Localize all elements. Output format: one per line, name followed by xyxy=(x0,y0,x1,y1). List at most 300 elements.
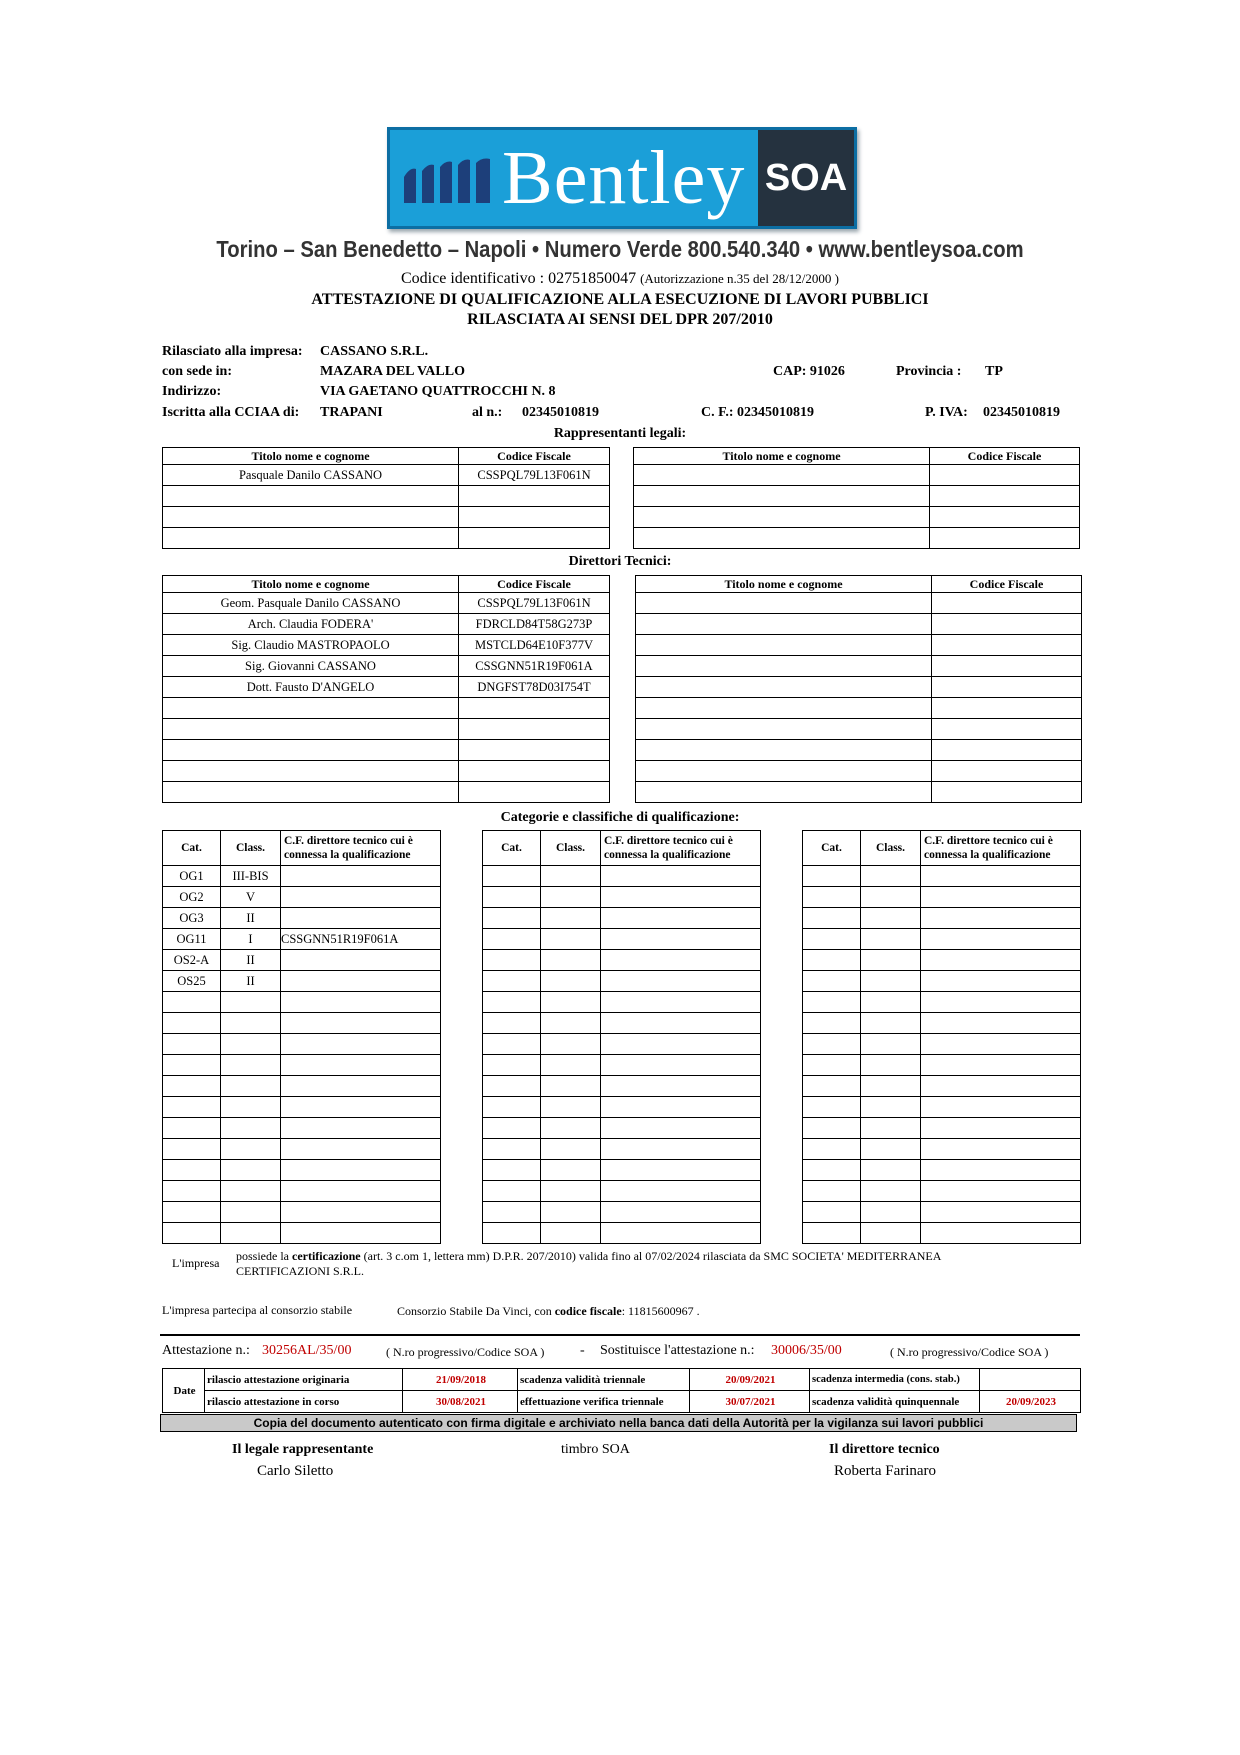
scadenza-triennale-label: scadenza validità triennale xyxy=(518,1369,690,1391)
attestazione-dash: - xyxy=(580,1343,585,1358)
table-cell xyxy=(601,887,761,908)
table-row xyxy=(483,1034,761,1055)
table-cell xyxy=(861,992,921,1013)
codice-fiscale: C. F.: 02345010819 xyxy=(701,405,815,420)
table-cell xyxy=(921,992,1081,1013)
table-cell xyxy=(483,1139,541,1160)
table-cell: CSSGNN51R19F061A xyxy=(459,656,610,677)
table-cell xyxy=(163,1118,221,1139)
table-cell xyxy=(803,1097,861,1118)
table-row xyxy=(163,1369,1081,1391)
table-cell xyxy=(281,1055,441,1076)
table-cell xyxy=(541,1181,601,1202)
table-row xyxy=(163,1181,441,1202)
table-cell xyxy=(601,908,761,929)
direttore-label: Il direttore tecnico xyxy=(829,1442,940,1457)
table-cell xyxy=(861,1076,921,1097)
table-cell xyxy=(861,1034,921,1055)
direttori-table-left xyxy=(162,575,610,803)
table-cell xyxy=(861,866,921,887)
codice-label: Codice identificativo : xyxy=(401,270,545,287)
table-cell xyxy=(483,1223,541,1244)
table-cell xyxy=(221,1076,281,1097)
col-header-cf: Codice Fiscale xyxy=(459,576,610,593)
table-cell: Dott. Fausto D'ANGELO xyxy=(163,677,459,698)
rappresentanti-table-right xyxy=(633,447,1080,549)
table-cell xyxy=(921,1139,1081,1160)
col-header-cf: C.F. direttore tecnico cui è connessa la qualificazione xyxy=(281,831,441,866)
table-cell: V xyxy=(221,887,281,908)
table-row xyxy=(163,656,610,677)
table-row xyxy=(163,782,610,803)
table-cell xyxy=(221,1055,281,1076)
table-cell xyxy=(163,782,459,803)
table-cell xyxy=(221,1097,281,1118)
table-row xyxy=(163,1223,441,1244)
table-cell xyxy=(163,1034,221,1055)
table-row xyxy=(163,593,610,614)
table-row xyxy=(163,1055,441,1076)
table-cell xyxy=(861,1055,921,1076)
table-cell xyxy=(601,950,761,971)
table-cell xyxy=(601,1055,761,1076)
table-row xyxy=(803,1118,1081,1139)
categorie-table-1 xyxy=(162,830,441,1244)
scadenza-intermedia-label: scadenza intermedia (cons. stab.) xyxy=(810,1369,980,1391)
direttore-name: Roberta Farinaro xyxy=(834,1463,937,1479)
col-header-cat: Cat. xyxy=(803,831,861,866)
table-row xyxy=(483,1118,761,1139)
table-row xyxy=(483,1181,761,1202)
table-cell xyxy=(163,1202,221,1223)
table-row xyxy=(163,528,610,549)
document-subtitle: RILASCIATA AI SENSI DEL DPR 207/2010 xyxy=(467,311,773,328)
document-title: ATTESTAZIONE DI QUALIFICAZIONE ALLA ESECUZIONE DI LAVORI PUBBLICI xyxy=(311,291,929,308)
divider xyxy=(160,1334,1080,1336)
table-row xyxy=(803,908,1081,929)
table-cell xyxy=(221,1118,281,1139)
table-row xyxy=(163,507,610,528)
table-row xyxy=(163,1202,441,1223)
table-header-row xyxy=(803,831,1081,866)
sostituisce-label: Sostituisce l'attestazione n.: xyxy=(600,1343,755,1358)
table-cell xyxy=(932,698,1082,719)
cciaa-value: TRAPANI xyxy=(320,405,383,420)
table-row xyxy=(803,1181,1081,1202)
provincia-value: TP xyxy=(985,364,1003,379)
table-cell xyxy=(636,782,932,803)
table-row xyxy=(163,1097,441,1118)
table-cell xyxy=(541,1118,601,1139)
consorzio-label: L'impresa partecipa al consorzio stabile xyxy=(162,1303,353,1317)
table-cell xyxy=(932,782,1082,803)
table-row xyxy=(483,971,761,992)
certificazione-bold: certificazione xyxy=(292,1249,361,1263)
table-cell xyxy=(636,719,932,740)
table-cell xyxy=(541,908,601,929)
table-cell xyxy=(803,1034,861,1055)
al-n-value: 02345010819 xyxy=(522,405,599,420)
table-cell xyxy=(932,740,1082,761)
table-row xyxy=(483,992,761,1013)
table-cell xyxy=(634,486,930,507)
table-cell xyxy=(861,929,921,950)
table-cell: CSSPQL79L13F061N xyxy=(459,593,610,614)
table-cell xyxy=(932,635,1082,656)
table-cell: Arch. Claudia FODERA' xyxy=(163,614,459,635)
table-cell xyxy=(281,1160,441,1181)
table-cell xyxy=(921,1202,1081,1223)
table-row xyxy=(483,887,761,908)
table-cell xyxy=(483,908,541,929)
table-cell xyxy=(636,614,932,635)
table-cell: DNGFST78D03I754T xyxy=(459,677,610,698)
table-row xyxy=(163,698,610,719)
table-cell: II xyxy=(221,971,281,992)
consorzio-cf-label: codice fiscale xyxy=(554,1304,622,1318)
table-cell xyxy=(163,761,459,782)
codice-value: 02751850047 xyxy=(548,270,637,287)
codice-identificativo-line xyxy=(0,270,1240,288)
table-row xyxy=(636,698,1082,719)
table-cell xyxy=(861,887,921,908)
table-cell xyxy=(921,866,1081,887)
rappresentanti-title: Rappresentanti legali: xyxy=(553,426,687,441)
table-row xyxy=(634,528,1080,549)
table-cell xyxy=(541,1202,601,1223)
table-cell xyxy=(861,950,921,971)
sede-label: con sede in: xyxy=(162,364,232,379)
table-cell xyxy=(459,507,610,528)
table-cell xyxy=(483,887,541,908)
table-row xyxy=(483,908,761,929)
table-cell xyxy=(281,1202,441,1223)
table-cell xyxy=(803,971,861,992)
table-cell xyxy=(281,908,441,929)
verifica-triennale-value: 30/07/2021 xyxy=(690,1391,810,1413)
table-cell xyxy=(541,1097,601,1118)
table-row xyxy=(163,908,441,929)
table-row xyxy=(483,1223,761,1244)
table-cell xyxy=(601,1076,761,1097)
scadenza-triennale-value: 20/09/2021 xyxy=(690,1369,810,1391)
table-row xyxy=(803,1202,1081,1223)
rilasciato-value: CASSANO S.R.L. xyxy=(320,344,429,359)
table-cell xyxy=(483,866,541,887)
table-cell xyxy=(803,908,861,929)
table-row xyxy=(803,1160,1081,1181)
table-row xyxy=(483,1097,761,1118)
table-row xyxy=(163,950,441,971)
table-cell xyxy=(163,1160,221,1181)
table-cell xyxy=(221,1160,281,1181)
table-cell xyxy=(921,1223,1081,1244)
col-header-cf: C.F. direttore tecnico cui è connessa la qualificazione xyxy=(921,831,1081,866)
table-row xyxy=(163,719,610,740)
table-cell xyxy=(281,1181,441,1202)
table-cell xyxy=(281,992,441,1013)
certificazione-pre: possiede la xyxy=(236,1249,292,1263)
table-cell xyxy=(541,1055,601,1076)
table-cell xyxy=(221,1034,281,1055)
table-cell xyxy=(601,866,761,887)
certificazione-post: (art. 3 c.om 1, lettera mm) D.P.R. 207/2010) valida fino al 07/02/2024 rilasciata da SMC SOCIETA' MEDITERRANEA xyxy=(360,1249,942,1263)
bentley-soa-logo xyxy=(387,127,857,229)
table-cell xyxy=(483,1118,541,1139)
table-row xyxy=(483,929,761,950)
table-cell xyxy=(541,929,601,950)
table-cell: CSSGNN51R19F061A xyxy=(281,929,441,950)
indirizzo-value: VIA GAETANO QUATTROCCHI N. 8 xyxy=(320,384,556,399)
table-cell xyxy=(803,1223,861,1244)
table-cell xyxy=(221,1181,281,1202)
consorzio-line xyxy=(397,1304,700,1319)
table-row xyxy=(483,1202,761,1223)
logo-soa-badge: SOA xyxy=(758,130,854,226)
table-row xyxy=(636,614,1082,635)
table-cell xyxy=(930,465,1080,486)
piva-value: 02345010819 xyxy=(983,405,1060,420)
table-row xyxy=(163,866,441,887)
table-cell xyxy=(636,740,932,761)
table-cell xyxy=(163,719,459,740)
table-cell xyxy=(541,866,601,887)
table-cell: Geom. Pasquale Danilo CASSANO xyxy=(163,593,459,614)
table-row xyxy=(636,635,1082,656)
col-header-class: Class. xyxy=(221,831,281,866)
cap: CAP: 91026 xyxy=(773,364,845,379)
table-row xyxy=(803,887,1081,908)
table-cell xyxy=(163,740,459,761)
table-cell xyxy=(281,1118,441,1139)
table-cell xyxy=(634,528,930,549)
table-cell xyxy=(803,1181,861,1202)
table-cell: MSTCLD64E10F377V xyxy=(459,635,610,656)
table-cell xyxy=(803,887,861,908)
col-header-name: Titolo nome e cognome xyxy=(634,448,930,465)
table-cell xyxy=(163,1013,221,1034)
sede-value: MAZARA DEL VALLO xyxy=(320,364,465,379)
table-cell: OG11 xyxy=(163,929,221,950)
scadenza-quinquennale-label: scadenza validità quinquennale xyxy=(810,1391,980,1413)
table-cell: II xyxy=(221,950,281,971)
table-cell xyxy=(921,1034,1081,1055)
table-cell xyxy=(803,1055,861,1076)
table-cell: Pasquale Danilo CASSANO xyxy=(163,465,459,486)
table-cell xyxy=(281,887,441,908)
certificazione-text xyxy=(236,1249,1081,1279)
table-cell xyxy=(803,1202,861,1223)
table-row xyxy=(636,761,1082,782)
table-cell xyxy=(281,866,441,887)
table-cell xyxy=(861,1223,921,1244)
table-cell xyxy=(861,1118,921,1139)
table-cell xyxy=(163,528,459,549)
table-row xyxy=(803,950,1081,971)
autorizzazione: (Autorizzazione n.35 del 28/12/2000 ) xyxy=(640,271,839,286)
table-cell xyxy=(541,1034,601,1055)
logo-mark-icon xyxy=(402,157,494,203)
table-row xyxy=(163,635,610,656)
table-cell xyxy=(483,1097,541,1118)
col-header-cf: Codice Fiscale xyxy=(930,448,1080,465)
table-cell xyxy=(601,992,761,1013)
direttori-table-right xyxy=(635,575,1082,803)
table-row xyxy=(483,1076,761,1097)
table-row xyxy=(163,1013,441,1034)
table-row xyxy=(163,465,610,486)
table-cell xyxy=(921,1181,1081,1202)
date-table xyxy=(162,1368,1081,1413)
table-cell xyxy=(221,1139,281,1160)
sostituisce-value: 30006/35/00 xyxy=(771,1343,842,1358)
table-cell xyxy=(601,1202,761,1223)
table-header-row xyxy=(483,831,761,866)
table-row xyxy=(803,1223,1081,1244)
table-cell xyxy=(459,782,610,803)
table-cell xyxy=(930,528,1080,549)
col-header-name: Titolo nome e cognome xyxy=(163,576,459,593)
table-cell xyxy=(163,486,459,507)
table-cell xyxy=(921,950,1081,971)
table-cell xyxy=(601,1034,761,1055)
table-row xyxy=(483,1160,761,1181)
table-cell xyxy=(459,761,610,782)
table-cell xyxy=(459,528,610,549)
table-cell xyxy=(601,1139,761,1160)
direttori-title: Direttori Tecnici: xyxy=(568,554,672,569)
table-row xyxy=(163,887,441,908)
table-cell xyxy=(930,486,1080,507)
table-cell xyxy=(221,1223,281,1244)
contacts-line: Torino – San Benedetto – Napoli • Numero Verde 800.540.340 • www.bentleysoa.com xyxy=(216,236,1024,262)
table-cell xyxy=(861,1139,921,1160)
legale-label: Il legale rappresentante xyxy=(232,1442,374,1457)
table-header-row xyxy=(163,831,441,866)
certificazione-label: L'impresa xyxy=(172,1256,220,1270)
table-cell xyxy=(921,929,1081,950)
consorzio-cf-value: : 11815600967 . xyxy=(621,1304,700,1318)
table-row xyxy=(636,677,1082,698)
table-cell xyxy=(541,1013,601,1034)
col-header-cat: Cat. xyxy=(163,831,221,866)
sostituisce-note: ( N.ro progressivo/Codice SOA ) xyxy=(890,1345,1049,1359)
table-row xyxy=(803,1034,1081,1055)
table-cell xyxy=(281,1097,441,1118)
table-row xyxy=(163,929,441,950)
table-cell: FDRCLD84T58G273P xyxy=(459,614,610,635)
table-cell xyxy=(601,1097,761,1118)
table-row xyxy=(163,1160,441,1181)
table-row xyxy=(803,992,1081,1013)
table-cell xyxy=(803,950,861,971)
table-cell xyxy=(921,971,1081,992)
table-row xyxy=(636,656,1082,677)
table-cell xyxy=(281,971,441,992)
date-label: Date xyxy=(163,1369,205,1413)
table-cell xyxy=(281,1223,441,1244)
table-cell xyxy=(541,887,601,908)
table-row xyxy=(803,929,1081,950)
rilascio-corso-value: 30/08/2021 xyxy=(403,1391,518,1413)
table-cell xyxy=(921,1055,1081,1076)
table-row xyxy=(163,1391,1081,1413)
table-row xyxy=(803,1139,1081,1160)
table-cell xyxy=(163,992,221,1013)
table-cell xyxy=(932,761,1082,782)
table-cell xyxy=(921,1097,1081,1118)
table-cell: OS25 xyxy=(163,971,221,992)
table-cell xyxy=(634,465,930,486)
table-cell xyxy=(483,1181,541,1202)
table-cell xyxy=(921,887,1081,908)
table-cell: Sig. Giovanni CASSANO xyxy=(163,656,459,677)
table-cell xyxy=(163,1181,221,1202)
table-row xyxy=(163,1076,441,1097)
table-cell xyxy=(483,971,541,992)
table-cell xyxy=(601,1013,761,1034)
table-cell xyxy=(861,1013,921,1034)
rilascio-corso-label: rilascio attestazione in corso xyxy=(205,1391,403,1413)
table-cell xyxy=(281,1076,441,1097)
rilascio-originaria-value: 21/09/2018 xyxy=(403,1369,518,1391)
table-cell xyxy=(541,1076,601,1097)
table-row xyxy=(636,782,1082,803)
col-header-cf: Codice Fiscale xyxy=(932,576,1082,593)
table-row xyxy=(636,593,1082,614)
table-cell xyxy=(861,971,921,992)
table-cell xyxy=(459,698,610,719)
table-row xyxy=(163,740,610,761)
table-cell xyxy=(281,1034,441,1055)
table-cell xyxy=(861,908,921,929)
table-row xyxy=(163,992,441,1013)
table-cell xyxy=(861,1160,921,1181)
table-cell xyxy=(932,656,1082,677)
table-cell xyxy=(634,507,930,528)
table-cell xyxy=(921,1076,1081,1097)
table-cell xyxy=(483,1013,541,1034)
col-header-class: Class. xyxy=(861,831,921,866)
table-cell xyxy=(636,761,932,782)
table-cell xyxy=(921,908,1081,929)
rappresentanti-table-left xyxy=(162,447,610,549)
table-cell xyxy=(601,1118,761,1139)
table-cell xyxy=(636,635,932,656)
table-cell xyxy=(163,1139,221,1160)
table-row xyxy=(634,465,1080,486)
table-cell xyxy=(483,950,541,971)
table-row xyxy=(163,761,610,782)
table-row xyxy=(803,866,1081,887)
table-cell xyxy=(932,614,1082,635)
consorzio-name: Consorzio Stabile Da Vinci, xyxy=(397,1304,532,1318)
table-cell xyxy=(483,1202,541,1223)
table-cell xyxy=(861,1181,921,1202)
table-cell xyxy=(483,1034,541,1055)
table-cell xyxy=(459,486,610,507)
scadenza-quinquennale-value: 20/09/2023 xyxy=(980,1391,1081,1413)
consorzio-con: con xyxy=(534,1304,552,1318)
cciaa-label: Iscritta alla CCIAA di: xyxy=(162,405,300,420)
table-cell xyxy=(932,593,1082,614)
table-cell xyxy=(541,950,601,971)
table-cell xyxy=(459,719,610,740)
piva-label: P. IVA: xyxy=(925,405,968,420)
table-cell xyxy=(541,1160,601,1181)
table-cell xyxy=(163,507,459,528)
table-cell xyxy=(221,992,281,1013)
